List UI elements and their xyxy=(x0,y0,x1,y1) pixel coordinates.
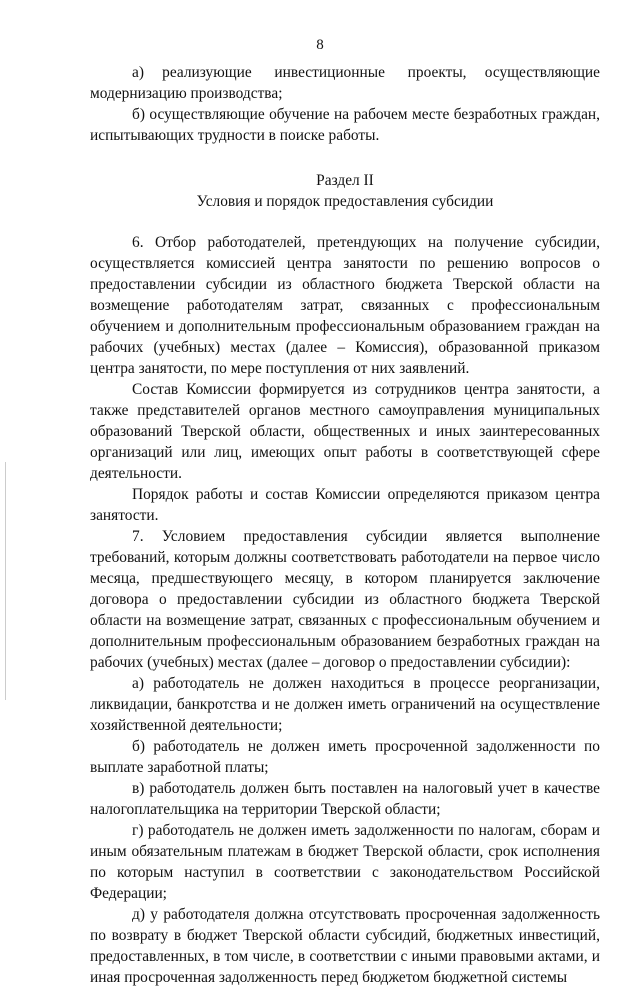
scan-edge-mark xyxy=(5,462,6,700)
section-heading xyxy=(90,170,600,212)
paragraph-6-selection: 6. Отбор работодателей, претендующих на получение субсидии, осуществляется комиссией центра занятости по решению вопросов о предоставлении субсидии из областного бюджета Тверской области на возмещение работодателям затрат, связанных с профессиональным обучением и дополнительным профессиональным образованием граждан на рабочих (учебных) местах (далее – Комиссия), образованной приказом центра занятости, по мере поступления от них заявлений. xyxy=(90,234,600,377)
paragraph-commission-order: Порядок работы и состав Комиссии определяются приказом центра занятости. xyxy=(90,486,600,524)
document-body xyxy=(90,62,600,988)
paragraph-7-conditions: 7. Условием предоставления субсидии является выполнение требований, которым должны соответствовать работодатели на первое число месяца, предшествующего месяцу, в котором планируется заключение договора о предоставлении субсидии из областного бюджета Тверской области на возмещение затрат, связанных с профессиональным обучением и дополнительным профессиональным образованием безработных граждан на рабочих (учебных) местах (далее – договор о предоставлении субсидии): xyxy=(90,528,600,671)
condition-e-budget-debt: д) у работодателя должна отсутствовать просроченная задолженность по возврату в бюджет Тверской области субсидий, бюджетных инвестиций, предоставленных, в том числе, в соответствии с иными правовыми актами, и иная просроченная задолженность перед бюджетом бюджетной системы xyxy=(90,906,600,986)
paragraph-a-investment-projects: а) реализующие инвестиционные проекты, осуществляющие модернизацию производства; xyxy=(90,64,600,102)
condition-b-wages: б) работодатель не должен иметь просроченной задолженности по выплате заработной платы; xyxy=(90,738,600,776)
condition-c-tax-registration: в) работодатель должен быть поставлен на налоговый учет в качестве налогоплательщика на территории Тверской области; xyxy=(90,780,600,818)
condition-a-reorganization: а) работодатель не должен находиться в процессе реорганизации, ликвидации, банкротства и не должен иметь ограничений на осуществление хозяйственной деятельности; xyxy=(90,675,600,734)
paragraph-b-workplace-training: б) осуществляющие обучение на рабочем месте безработных граждан, испытывающих трудности в поиске работы. xyxy=(90,106,600,144)
paragraph-commission-composition: Состав Комиссии формируется из сотрудников центра занятости, а также представителей органов местного самоуправления муниципальных образований Тверской области, общественных и иных заинтересованных организаций или лиц, имеющих опыт работы в соответствующей сфере деятельности. xyxy=(90,381,600,482)
page-number: 8 xyxy=(316,37,324,53)
section-subtitle: Условия и порядок предоставления субсидии xyxy=(196,193,494,210)
condition-d-tax-debt: г) работодатель не должен иметь задолженности по налогам, сборам и иным обязательным платежам в бюджет Тверской области, срок исполнения по которым наступил в соответствии с законодательством Российской Федерации; xyxy=(90,822,600,902)
section-title: Раздел II xyxy=(316,172,374,189)
